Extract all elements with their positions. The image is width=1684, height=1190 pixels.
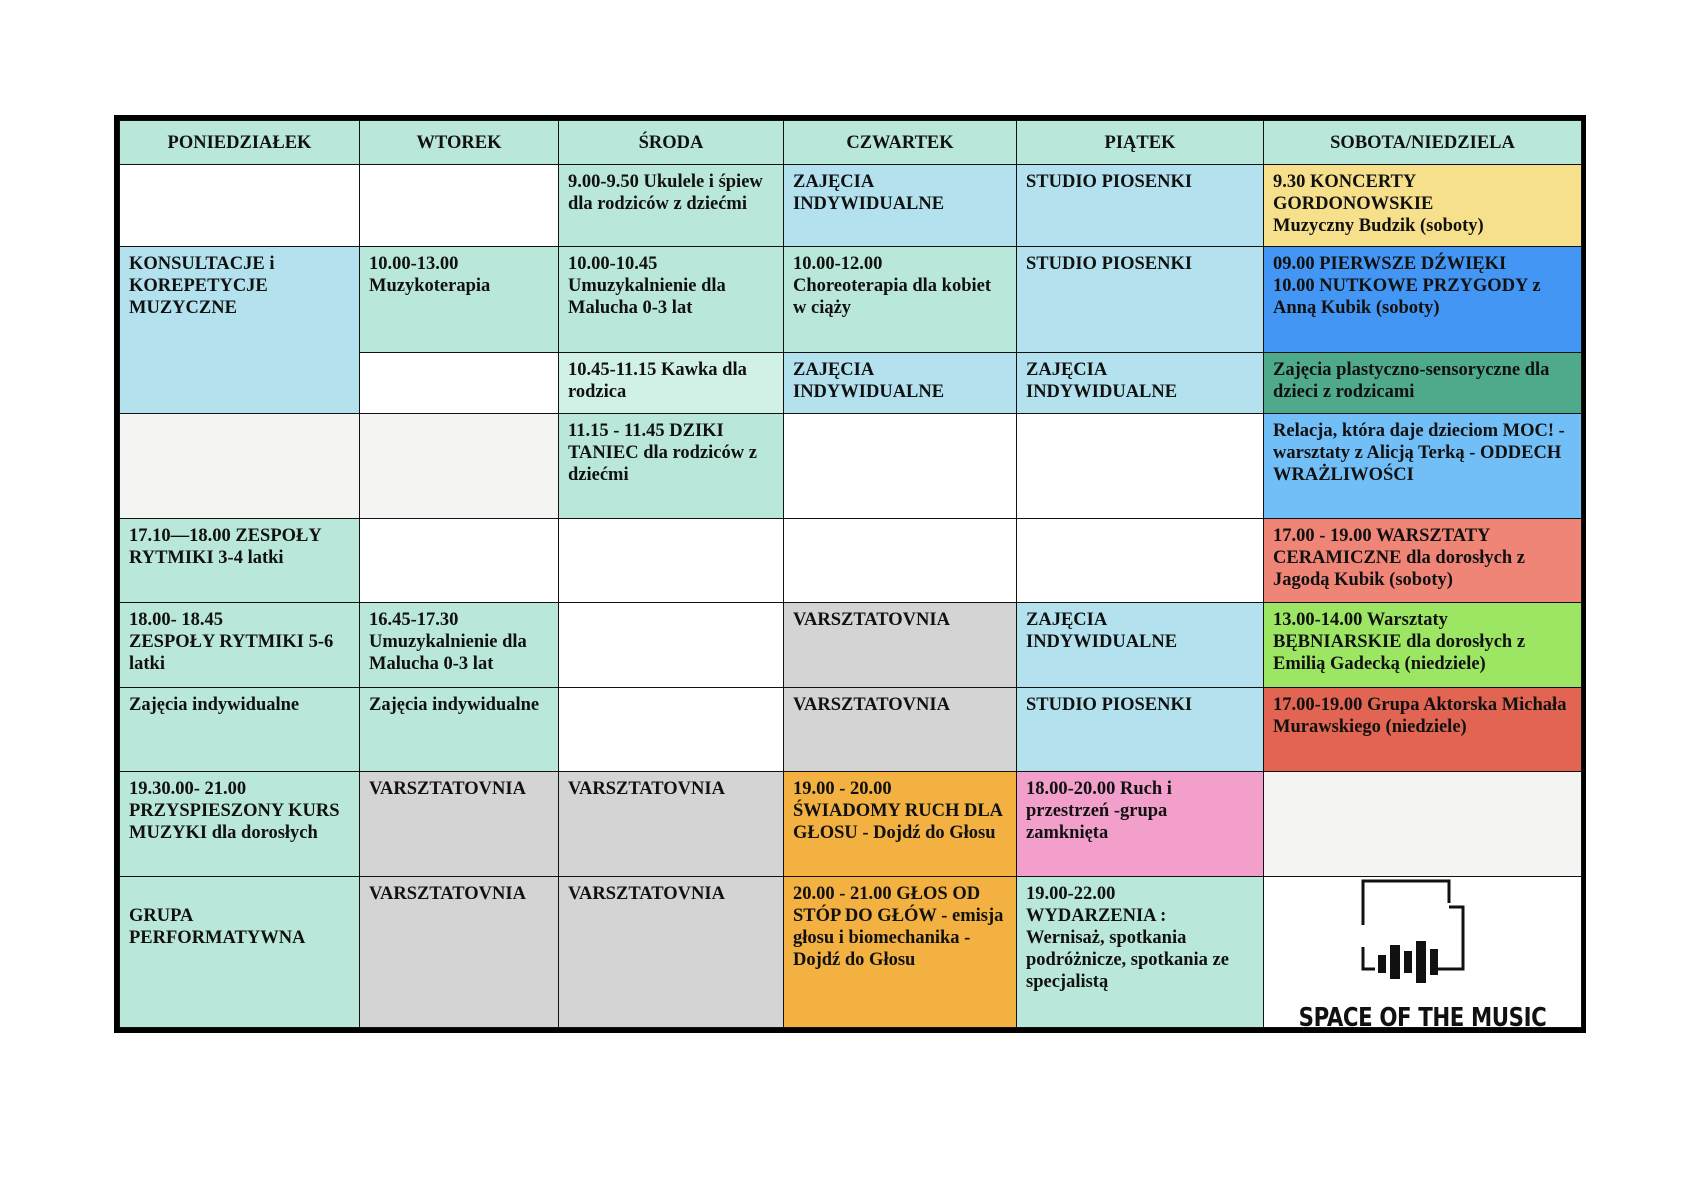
- empty-cell: [360, 352, 559, 413]
- class-cell: VARSZTATOVNIA: [559, 877, 784, 1028]
- class-cell: 17.00-19.00 Grupa Aktorska Michała Murawskiego (niedziele): [1264, 687, 1582, 771]
- empty-cell: [784, 413, 1017, 518]
- class-cell: 19.30.00- 21.00 PRZYSPIESZONY KURS MUZYKI dla dorosłych: [120, 772, 360, 877]
- class-cell: 09.00 PIERWSZE DŹWIĘKI 10.00 NUTKOWE PRZYGODY z Anną Kubik (soboty): [1264, 247, 1582, 352]
- empty-cell: [559, 603, 784, 687]
- day-header-czwartek: CZWARTEK: [784, 121, 1017, 165]
- empty-cell: [360, 413, 559, 518]
- empty-cell: [360, 165, 559, 247]
- logo-text: SPACE OF THE MUSIC: [1298, 1003, 1547, 1028]
- class-cell: Zajęcia plastyczno-sensoryczne dla dzieci z rodzicami: [1264, 352, 1582, 413]
- header-row: [120, 121, 1582, 165]
- empty-cell: [120, 413, 360, 518]
- schedule-row: [120, 772, 1582, 877]
- schedule-row: [120, 519, 1582, 603]
- class-cell: 9.30 KONCERTY GORDONOWSKIE Muzyczny Budzik (soboty): [1264, 165, 1582, 247]
- class-cell: Relacja, która daje dzieciom MOC! - warsztaty z Alicją Terką - ODDECH WRAŻLIWOŚCI: [1264, 413, 1582, 518]
- class-cell: STUDIO PIOSENKI: [1017, 165, 1264, 247]
- schedule-row: [120, 247, 1582, 352]
- class-cell: KONSULTACJE i KOREPETYCJE MUZYCZNE: [120, 247, 360, 414]
- empty-cell: [1264, 772, 1582, 877]
- day-header-piatek: PIĄTEK: [1017, 121, 1264, 165]
- class-cell: 19.00 - 20.00 ŚWIADOMY RUCH DLA GŁOSU - Dojdź do Głosu: [784, 772, 1017, 877]
- empty-cell: [120, 165, 360, 247]
- weekly-schedule-table: [119, 120, 1582, 1028]
- class-cell: ZAJĘCIA INDYWIDUALNE: [1017, 603, 1264, 687]
- class-cell: Zajęcia indywidualne: [360, 687, 559, 771]
- class-cell: ZAJĘCIA INDYWIDUALNE: [784, 352, 1017, 413]
- day-header-sroda: ŚRODA: [559, 121, 784, 165]
- class-cell: 10.00-10.45 Umuzykalnienie dla Malucha 0-3 lat: [559, 247, 784, 352]
- class-cell: 11.15 - 11.45 DZIKI TANIEC dla rodziców z dziećmi: [559, 413, 784, 518]
- class-cell: VARSZTATOVNIA: [360, 877, 559, 1028]
- day-header-poniedzialek: PONIEDZIAŁEK: [120, 121, 360, 165]
- empty-cell: [784, 519, 1017, 603]
- class-cell: VARSZTATOVNIA: [559, 772, 784, 877]
- class-cell: VARSZTATOVNIA: [360, 772, 559, 877]
- class-cell: ZAJĘCIA INDYWIDUALNE: [1017, 352, 1264, 413]
- class-cell: VARSZTATOVNIA: [784, 687, 1017, 771]
- empty-cell: [559, 687, 784, 771]
- class-cell: 20.00 - 21.00 GŁOS OD STÓP DO GŁÓW - emisja głosu i biomechanika - Dojdź do Głosu: [784, 877, 1017, 1028]
- day-header-sobota-niedziela: SOBOTA/NIEDZIELA: [1264, 121, 1582, 165]
- class-cell: ZAJĘCIA INDYWIDUALNE: [784, 165, 1017, 247]
- class-cell: 16.45-17.30 Umuzykalnienie dla Malucha 0-3 lat: [360, 603, 559, 687]
- schedule-row: [120, 603, 1582, 687]
- class-cell: 19.00-22.00 WYDARZENIA : Wernisaż, spotkania podróżnicze, spotkania ze specjalistą: [1017, 877, 1264, 1028]
- schedule-sheet: [114, 115, 1586, 1033]
- class-cell: 10.45-11.15 Kawka dla rodzica: [559, 352, 784, 413]
- class-cell: 18.00-20.00 Ruch i przestrzeń -grupa zamknięta: [1017, 772, 1264, 877]
- day-header-wtorek: WTOREK: [360, 121, 559, 165]
- class-cell: STUDIO PIOSENKI: [1017, 247, 1264, 352]
- class-cell: 18.00- 18.45 ZESPOŁY RYTMIKI 5-6 latki: [120, 603, 360, 687]
- schedule-row: [120, 687, 1582, 771]
- class-cell: 10.00-13.00 Muzykoterapia: [360, 247, 559, 352]
- schedule-row: [120, 877, 1582, 1028]
- class-cell: STUDIO PIOSENKI: [1017, 687, 1264, 771]
- empty-cell: [360, 519, 559, 603]
- class-cell: 10.00-12.00 Choreoterapia dla kobiet w ciąży: [784, 247, 1017, 352]
- schedule-row: [120, 165, 1582, 247]
- schedule-row: [120, 413, 1582, 518]
- class-cell: GRUPA PERFORMATYWNA: [120, 877, 360, 1028]
- class-cell: Zajęcia indywidualne: [120, 687, 360, 771]
- class-cell: 17.00 - 19.00 WARSZTATY CERAMICZNE dla dorosłych z Jagodą Kubik (soboty): [1264, 519, 1582, 603]
- class-cell: 13.00-14.00 Warsztaty BĘBNIARSKIE dla dorosłych z Emilią Gadecką (niedziele): [1264, 603, 1582, 687]
- class-cell: 17.10—18.00 ZESPOŁY RYTMIKI 3-4 latki: [120, 519, 360, 603]
- empty-cell: [1017, 519, 1264, 603]
- empty-cell: [1017, 413, 1264, 518]
- class-cell: 9.00-9.50 Ukulele i śpiew dla rodziców z dziećmi: [559, 165, 784, 247]
- empty-cell: [559, 519, 784, 603]
- space-of-the-music-logo: [1264, 877, 1582, 1028]
- class-cell: VARSZTATOVNIA: [784, 603, 1017, 687]
